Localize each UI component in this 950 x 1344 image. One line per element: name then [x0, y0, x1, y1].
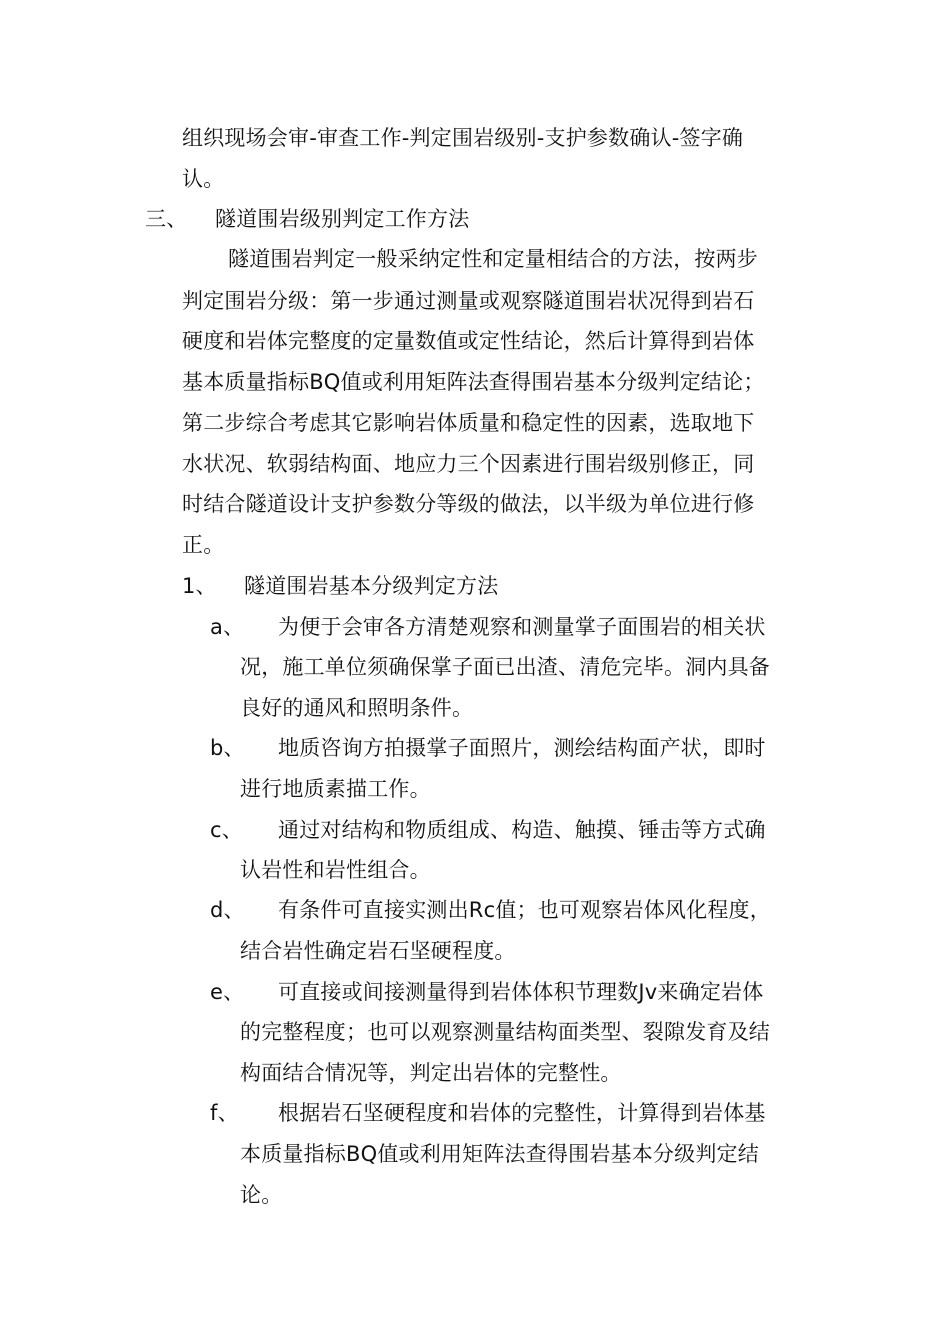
item-e-line-2: 的完整程度；也可以观察测量结构面类型、裂隙发育及结: [240, 1020, 770, 1044]
para-line-6: 水状况、软弱结构面、地应力三个因素进行围岩级别修正，同: [182, 452, 755, 476]
item-f-line-2: 本质量指标BQ值或利用矩阵法查得围岩基本分级判定结: [240, 1142, 759, 1166]
item-e-line-1: 可直接或间接测量得到岩体体积节理数Jv来确定岩体: [278, 980, 764, 1004]
intro-line-2: 认。: [182, 167, 225, 191]
para-line-5: 第二步综合考虑其它影响岩体质量和稳定性的因素，选取地下: [182, 411, 755, 435]
item-a-line-3: 良好的通风和照明条件。: [240, 696, 474, 720]
item-d-marker: d、: [210, 898, 245, 922]
item-f-line-1: 根据岩石坚硬程度和岩体的完整性，计算得到岩体基: [278, 1101, 766, 1125]
item-b-line-2: 进行地质素描工作。: [240, 777, 431, 801]
item-e-line-3: 构面结合情况等，判定出岩体的完整性。: [240, 1061, 622, 1085]
item-a-line-2: 况，施工单位须确保掌子面已出渣、清危完毕。洞内具备: [240, 655, 770, 679]
item-f-marker: f、: [210, 1101, 239, 1125]
para-line-4: 基本质量指标BQ值或利用矩阵法查得围岩基本分级判定结论；: [182, 370, 765, 394]
item-d-line-2: 结合岩性确定岩石坚硬程度。: [240, 939, 516, 963]
para-line-3: 硬度和岩体完整度的定量数值或定性结论，然后计算得到岩体: [182, 329, 755, 353]
item-c-line-1: 通过对结构和物质组成、构造、触摸、锤击等方式确: [278, 818, 766, 842]
item-b-marker: b、: [210, 736, 245, 760]
intro-line-1: 组织现场会审-审查工作-判定围岩级别-支护参数确认-签字确: [182, 126, 744, 150]
section-3-marker: 三、: [145, 207, 188, 231]
sub-1-marker: 1、: [182, 574, 217, 598]
item-b-line-1: 地质咨询方拍摄掌子面照片，测绘结构面产状，即时: [278, 736, 766, 760]
item-c-marker: c、: [210, 818, 243, 842]
para-line-8: 正。: [182, 533, 225, 557]
item-c-line-2: 认岩性和岩性组合。: [240, 858, 431, 882]
item-a-line-1: 为便于会审各方清楚观察和测量掌子面围岩的相关状: [278, 615, 766, 639]
para-line-1: 隧道围岩判定一般采纳定性和定量相结合的方法，按两步: [228, 247, 758, 271]
para-line-7: 时结合隧道设计支护参数分等级的做法，以半级为单位进行修: [182, 492, 755, 516]
para-line-2: 判定围岩分级：第一步通过测量或观察隧道围岩状况得到岩石: [182, 289, 755, 313]
item-a-marker: a、: [210, 615, 245, 639]
sub-1-title: 隧道围岩基本分级判定方法: [244, 574, 499, 598]
section-3-title: 隧道围岩级别判定工作方法: [215, 207, 470, 231]
item-f-line-3: 论。: [240, 1183, 283, 1207]
item-e-marker: e、: [210, 980, 245, 1004]
item-d-line-1: 有条件可直接实测出Rc值；也可观察岩体风化程度，: [278, 898, 771, 922]
